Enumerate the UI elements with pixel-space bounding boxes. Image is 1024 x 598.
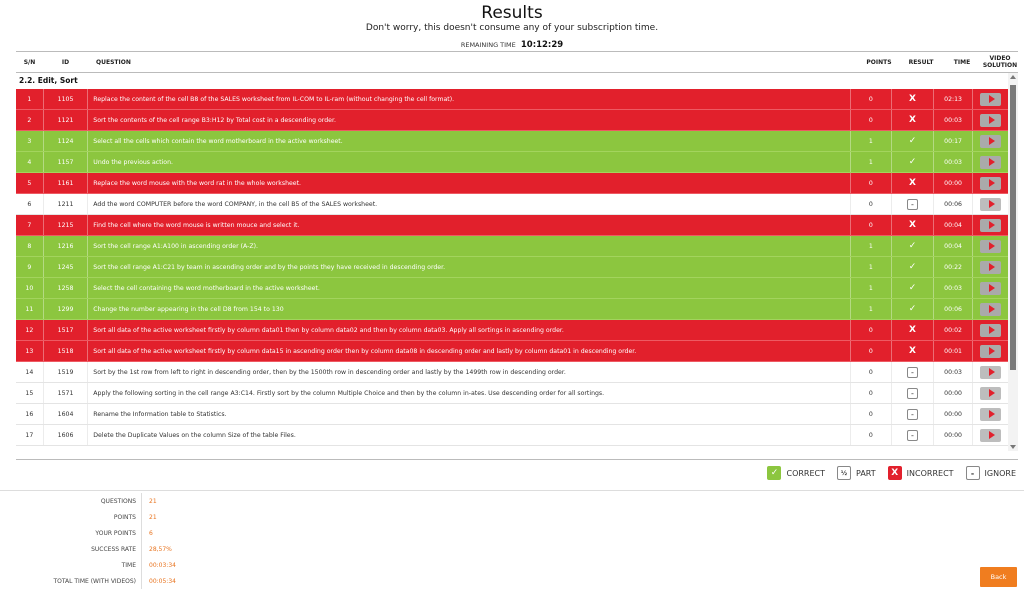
check-icon: ✓ [908, 240, 917, 251]
col-video-solution [982, 55, 1018, 69]
play-icon [989, 347, 995, 355]
row-id: 1105 [43, 89, 88, 109]
row-id: 1161 [43, 173, 88, 193]
row-id: 1157 [43, 152, 88, 172]
row-points: 0 [850, 173, 892, 193]
row-points: 1 [850, 257, 892, 277]
table-row [16, 362, 1008, 383]
check-icon: ✓ [908, 282, 917, 293]
row-sn: 1 [27, 95, 32, 103]
row-question: Replace the word mouse with the word rat in the whole worksheet. [87, 173, 849, 193]
dash-icon: - [907, 367, 918, 378]
row-points: 0 [850, 320, 892, 340]
x-icon: X [909, 93, 916, 104]
row-result [891, 236, 933, 256]
row-id: 1517 [43, 320, 88, 340]
play-icon [989, 389, 995, 397]
row-time: 00:17 [933, 131, 973, 151]
row-time: 00:03 [933, 110, 973, 130]
play-icon [989, 158, 995, 166]
row-points: 1 [850, 236, 892, 256]
remaining-time-value: 10:12:29 [520, 40, 564, 50]
row-video-solution [972, 152, 1008, 172]
row-sn: 5 [27, 179, 32, 187]
table-row [16, 257, 1008, 278]
row-question: Find the cell where the word mouse is written mouce and select it. [87, 215, 849, 235]
table-row [16, 236, 1008, 257]
row-result [891, 383, 933, 403]
row-result [891, 194, 933, 214]
play-video-button[interactable] [980, 135, 1001, 148]
summary-row [0, 525, 300, 541]
table-row [16, 425, 1008, 446]
table-row [16, 383, 1008, 404]
play-icon [989, 137, 995, 145]
row-points: 0 [850, 110, 892, 130]
row-question: Sort the cell range A1:A100 in ascending order (A-Z). [87, 236, 849, 256]
row-time: 00:22 [933, 257, 973, 277]
row-id: 1216 [43, 236, 88, 256]
legend-incorrect [888, 466, 954, 480]
row-sn: 14 [25, 368, 34, 376]
row-points: 0 [850, 425, 892, 445]
results-summary [0, 493, 300, 589]
play-icon [989, 179, 995, 187]
play-video-button[interactable] [980, 198, 1001, 211]
x-icon: X [909, 114, 916, 125]
table-row [16, 131, 1008, 152]
summary-row [0, 541, 300, 557]
row-result [891, 404, 933, 424]
table-row [16, 404, 1008, 425]
check-icon: ✓ [908, 135, 917, 146]
row-time: 00:00 [933, 383, 973, 403]
summary-row [0, 493, 300, 509]
row-video-solution [972, 89, 1008, 109]
summary-label: TOTAL TIME (WITH VIDEOS) [53, 577, 136, 585]
table-row [16, 89, 1008, 110]
x-icon: X [909, 324, 916, 335]
summary-label: SUCCESS RATE [91, 545, 136, 553]
check-icon: ✓ [908, 261, 917, 272]
row-video-solution [972, 425, 1008, 445]
row-video-solution [972, 362, 1008, 382]
row-id: 1215 [43, 215, 88, 235]
row-sn: 8 [27, 242, 32, 250]
section-label: 2.2. Edit, Sort [19, 76, 78, 85]
row-question: Delete the Duplicate Values on the column Size of the table Files. [87, 425, 849, 445]
page-subtitle: Don't worry, this doesn't consume any of your subscription time. [365, 23, 659, 33]
play-icon [989, 263, 995, 271]
row-video-solution [972, 131, 1008, 151]
row-points: 1 [850, 299, 892, 319]
table-header [16, 51, 1018, 73]
summary-value: 6 [149, 529, 153, 537]
summary-value: 21 [149, 497, 157, 505]
x-icon: X [909, 219, 916, 230]
row-result [891, 362, 933, 382]
dash-icon: - [907, 409, 918, 420]
table-row [16, 320, 1008, 341]
play-icon [989, 116, 995, 124]
play-video-button[interactable] [980, 387, 1001, 400]
results-rows [16, 89, 1008, 451]
row-question: Sort the contents of the cell range B3:H12 by Total cost in a descending order. [87, 110, 849, 130]
row-points: 0 [850, 404, 892, 424]
play-video-button[interactable] [980, 345, 1001, 358]
col-result: RESULT [908, 58, 934, 66]
summary-value: 00:05:34 [149, 577, 176, 585]
row-question: Change the number appearing in the cell D8 from 154 to 130 [87, 299, 849, 319]
row-question: Apply the following sorting in the cell range A3:C14. Firstly sort by the column Multiple Choice and then by the column in-ates. Use descending order for all sortings. [87, 383, 849, 403]
table-row [16, 152, 1008, 173]
col-points: POINTS [866, 58, 892, 66]
row-id: 1124 [43, 131, 88, 151]
row-question: Undo the previous action. [87, 152, 849, 172]
row-sn: 15 [25, 389, 34, 397]
row-time: 00:04 [933, 215, 973, 235]
row-id: 1299 [43, 299, 88, 319]
row-time: 00:00 [933, 404, 973, 424]
summary-divider [0, 490, 1024, 491]
row-video-solution [972, 236, 1008, 256]
row-sn: 3 [27, 137, 32, 145]
row-result [891, 89, 933, 109]
legend-correct [767, 466, 825, 480]
col-question: QUESTION [96, 58, 131, 66]
play-icon [989, 305, 995, 313]
dash-icon: - [907, 199, 918, 210]
row-time: 00:00 [933, 425, 973, 445]
table-scrollbar[interactable] [1008, 73, 1018, 451]
play-icon [989, 410, 995, 418]
row-id: 1571 [43, 383, 88, 403]
row-result [891, 278, 933, 298]
row-video-solution [972, 173, 1008, 193]
scroll-up-icon[interactable] [1010, 75, 1016, 79]
table-bottom-border [16, 459, 1018, 460]
row-sn: 12 [25, 326, 34, 334]
table-row [16, 173, 1008, 194]
row-result [891, 152, 933, 172]
row-question: Sort by the 1st row from left to right in descending order, then by the 1500th row in descending order and lastly by the 1499th row in descending order. [87, 362, 849, 382]
row-sn: 10 [25, 284, 34, 292]
row-time: 00:00 [933, 173, 973, 193]
row-points: 0 [850, 383, 892, 403]
dash-icon: - [907, 388, 918, 399]
table-row [16, 278, 1008, 299]
row-id: 1211 [43, 194, 88, 214]
row-video-solution [972, 215, 1008, 235]
row-question: Sort the cell range A1:C21 by team in ascending order and by the points they have received in descending order. [87, 257, 849, 277]
row-video-solution [972, 194, 1008, 214]
row-sn: 9 [27, 263, 32, 271]
table-row [16, 194, 1008, 215]
row-question: Add the word COMPUTER before the word COMPANY, in the cell B5 of the SALES worksheet. [87, 194, 849, 214]
legend-part-label: PART [856, 468, 876, 478]
check-icon: ✓ [908, 303, 917, 314]
row-time: 00:06 [933, 194, 973, 214]
row-question: Select the cell containing the word motherboard in the active worksheet. [87, 278, 849, 298]
row-time: 00:01 [933, 341, 973, 361]
play-video-button[interactable] [980, 303, 1001, 316]
summary-value: 28,57% [149, 545, 172, 553]
legend-incorrect-label: INCORRECT [906, 468, 954, 478]
play-video-button[interactable] [980, 408, 1001, 421]
play-icon [989, 326, 995, 334]
summary-value: 21 [149, 513, 157, 521]
row-points: 0 [850, 362, 892, 382]
remaining-time-label: REMAINING TIME [460, 41, 516, 49]
row-result [891, 299, 933, 319]
play-video-button[interactable] [980, 261, 1001, 274]
x-icon: X [909, 177, 916, 188]
legend-ignore [966, 466, 1016, 480]
row-sn: 16 [25, 410, 34, 418]
play-video-button[interactable] [980, 324, 1001, 337]
play-icon [989, 221, 995, 229]
play-video-button[interactable] [980, 93, 1001, 106]
row-result [891, 425, 933, 445]
summary-row [0, 573, 300, 589]
row-question: Sort all data of the active worksheet firstly by column data01 then by column data02 and then by column data03. Apply all sortings in ascending order. [87, 320, 849, 340]
row-id: 1604 [43, 404, 88, 424]
row-points: 1 [850, 278, 892, 298]
row-time: 02:13 [933, 89, 973, 109]
row-points: 0 [850, 89, 892, 109]
row-time: 00:03 [933, 278, 973, 298]
row-id: 1121 [43, 110, 88, 130]
play-icon [989, 95, 995, 103]
row-video-solution [972, 299, 1008, 319]
play-video-button[interactable] [980, 219, 1001, 232]
play-video-button[interactable] [980, 240, 1001, 253]
legend-part [837, 466, 876, 480]
row-time: 00:04 [933, 236, 973, 256]
x-icon: X [909, 345, 916, 356]
row-time: 00:03 [933, 152, 973, 172]
row-sn: 7 [27, 221, 32, 229]
check-icon: ✓ [767, 466, 781, 480]
table-row [16, 299, 1008, 320]
row-video-solution [972, 404, 1008, 424]
row-time: 00:03 [933, 362, 973, 382]
summary-label: YOUR POINTS [95, 529, 136, 537]
row-id: 1518 [43, 341, 88, 361]
table-row [16, 215, 1008, 236]
play-video-button[interactable] [980, 366, 1001, 379]
row-points: 0 [850, 194, 892, 214]
result-legend [755, 466, 1016, 480]
play-icon [989, 368, 995, 376]
page-title: Results [481, 3, 543, 23]
row-result [891, 131, 933, 151]
scroll-down-icon[interactable] [1010, 445, 1016, 449]
row-video-solution [972, 257, 1008, 277]
x-icon: X [888, 466, 902, 480]
row-points: 0 [850, 341, 892, 361]
play-video-button[interactable] [980, 156, 1001, 169]
dash-icon: - [907, 430, 918, 441]
legend-correct-label: CORRECT [786, 468, 826, 478]
row-video-solution [972, 320, 1008, 340]
row-result [891, 173, 933, 193]
row-time: 00:02 [933, 320, 973, 340]
row-result [891, 341, 933, 361]
play-video-button[interactable] [980, 114, 1001, 127]
col-id: ID [61, 58, 70, 66]
col-sn: S/N [23, 58, 36, 66]
row-time: 00:06 [933, 299, 973, 319]
row-video-solution [972, 110, 1008, 130]
results-header [0, 0, 1024, 51]
col-video-line1: VIDEO [989, 55, 1011, 62]
row-sn: 4 [27, 158, 32, 166]
row-result [891, 257, 933, 277]
summary-value: 00:03:34 [149, 561, 176, 569]
table-row [16, 110, 1008, 131]
row-sn: 13 [25, 347, 34, 355]
row-result [891, 215, 933, 235]
summary-row [0, 557, 300, 573]
row-question: Rename the Information table to Statistics. [87, 404, 849, 424]
row-video-solution [972, 383, 1008, 403]
row-id: 1606 [43, 425, 88, 445]
summary-label: TIME [121, 561, 136, 569]
summary-row [0, 509, 300, 525]
col-video-line2: SOLUTION [982, 62, 1018, 69]
play-video-button[interactable] [980, 282, 1001, 295]
row-question: Replace the content of the cell B8 of the SALES worksheet from IL-COM to IL-ram (without changing the cell format). [87, 89, 849, 109]
row-video-solution [972, 341, 1008, 361]
row-id: 1519 [43, 362, 88, 382]
play-icon [989, 200, 995, 208]
row-id: 1258 [43, 278, 88, 298]
play-icon [989, 284, 995, 292]
half-icon: ½ [837, 466, 851, 480]
scroll-thumb[interactable] [1010, 85, 1016, 370]
summary-label: QUESTIONS [100, 497, 136, 505]
table-row [16, 341, 1008, 362]
row-points: 1 [850, 152, 892, 172]
row-points: 0 [850, 215, 892, 235]
check-icon: ✓ [908, 156, 917, 167]
dash-icon: - [966, 466, 980, 480]
play-video-button[interactable] [980, 177, 1001, 190]
row-result [891, 320, 933, 340]
row-points: 1 [850, 131, 892, 151]
summary-label: POINTS [113, 513, 136, 521]
play-video-button[interactable] [980, 429, 1001, 442]
remaining-time [0, 39, 1024, 51]
legend-ignore-label: IGNORE [984, 468, 1016, 478]
row-sn: 2 [27, 116, 32, 124]
col-time: TIME [953, 58, 971, 66]
row-video-solution [972, 278, 1008, 298]
row-id: 1245 [43, 257, 88, 277]
row-question: Select all the cells which contain the word motherboard in the active worksheet. [87, 131, 849, 151]
row-question: Sort all data of the active worksheet firstly by column data15 in ascending order then by column data08 in descending order and lastly by column data01 in descending order. [87, 341, 849, 361]
play-icon [989, 431, 995, 439]
play-icon [989, 242, 995, 250]
back-button[interactable]: Back [980, 567, 1017, 587]
row-sn: 11 [25, 305, 34, 313]
results-table [16, 51, 1018, 451]
row-result [891, 110, 933, 130]
row-sn: 17 [25, 431, 34, 439]
row-sn: 6 [27, 200, 32, 208]
